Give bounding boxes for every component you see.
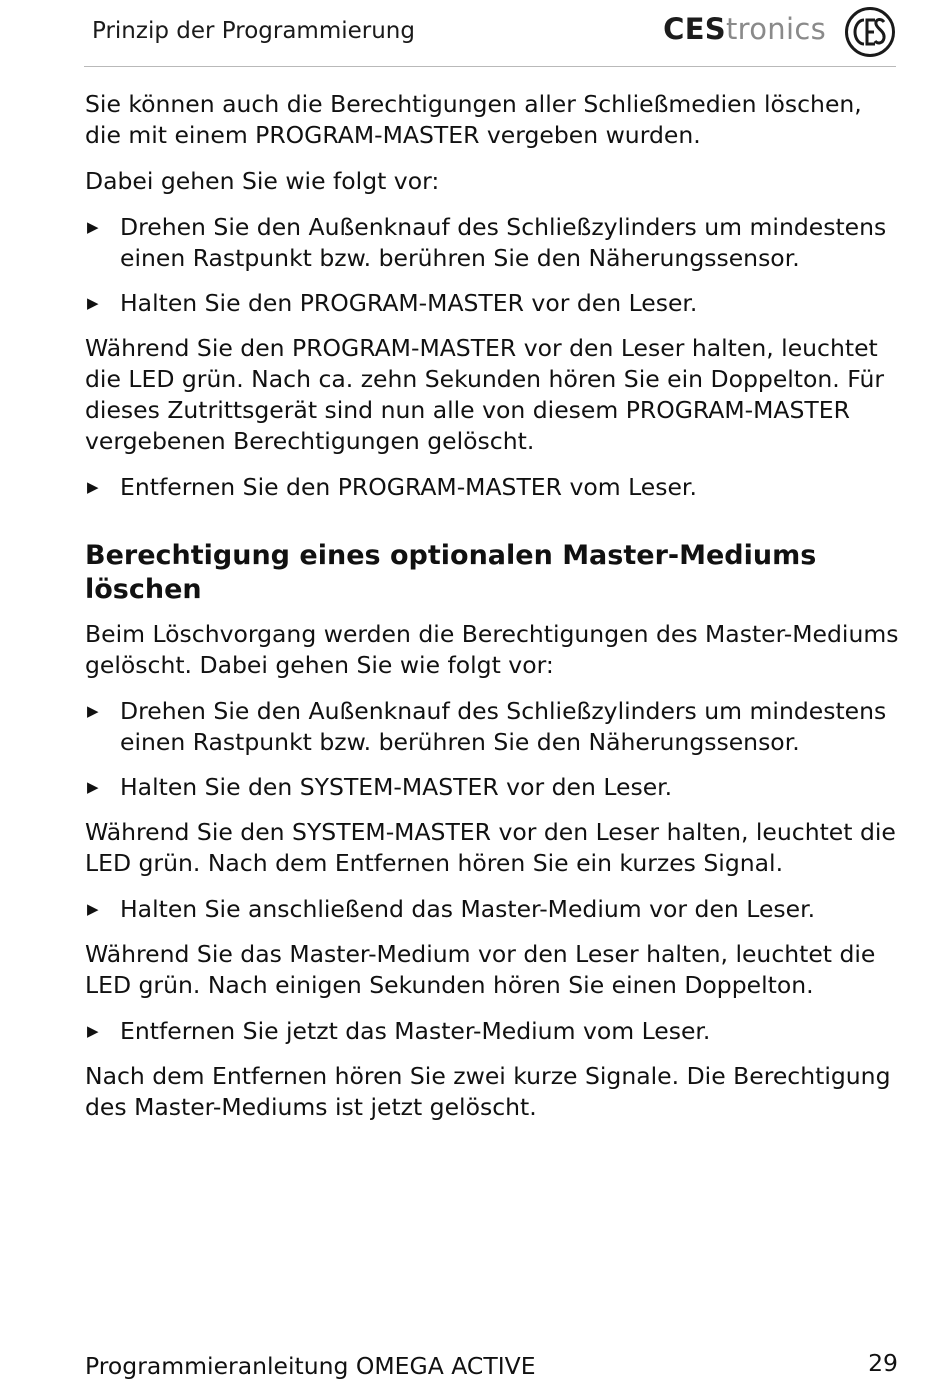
list-item xyxy=(85,696,900,758)
step-text: Drehen Sie den Außenknauf des Schließzylinders um mindestens einen Rastpunkt bzw. berühren Sie den Näherungssensor. xyxy=(120,213,887,272)
bullet-arrow-icon: ▶ xyxy=(87,778,99,796)
result-paragraph: Während Sie das Master-Medium vor den Leser halten, leuchtet die LED grün. Nach einigen Sekunden hören Sie einen Doppelton. xyxy=(85,940,876,999)
bullet-arrow-icon: ▶ xyxy=(87,702,99,720)
result-paragraph: Nach dem Entfernen hören Sie zwei kurze Signale. Die Berechtigung des Master-Mediums ist jetzt gelöscht. xyxy=(85,1062,891,1121)
bullet-arrow-icon: ▶ xyxy=(87,218,99,236)
step-text: Halten Sie anschließend das Master-Medium vor den Leser. xyxy=(120,895,816,923)
intro-paragraph: Sie können auch die Berechtigungen aller Schließmedien löschen, die mit einem PROGRAM-MASTER vergeben wurden. xyxy=(85,90,862,149)
ces-logo-icon xyxy=(844,6,896,58)
step-text: Entfernen Sie jetzt das Master-Medium vom Leser. xyxy=(120,1017,711,1045)
section-title: Prinzip der Programmierung xyxy=(92,18,415,44)
list-item xyxy=(85,772,900,803)
page-header xyxy=(84,0,896,67)
footer-document-title: Programmieranleitung OMEGA ACTIVE xyxy=(85,1352,536,1380)
step-text: Entfernen Sie den PROGRAM-MASTER vom Leser. xyxy=(120,473,697,501)
main-content xyxy=(85,89,900,1138)
step-text: Halten Sie den SYSTEM-MASTER vor den Leser. xyxy=(120,773,673,801)
list-item xyxy=(85,472,900,503)
list-item xyxy=(85,894,900,925)
section-intro-paragraph: Beim Löschvorgang werden die Berechtigungen des Master-Mediums gelöscht. Dabei gehen Sie wie folgt vor: xyxy=(85,620,899,679)
brand-wordmark: CEStronics xyxy=(663,12,826,46)
list-item xyxy=(85,1016,900,1047)
step-text: Drehen Sie den Außenknauf des Schließzylinders um mindestens einen Rastpunkt bzw. berühren Sie den Näherungssensor. xyxy=(120,697,887,756)
bullet-arrow-icon: ▶ xyxy=(87,478,99,496)
bullet-arrow-icon: ▶ xyxy=(87,900,99,918)
bullet-arrow-icon: ▶ xyxy=(87,1022,99,1040)
result-paragraph: Während Sie den PROGRAM-MASTER vor den Leser halten, leuchtet die LED grün. Nach ca. zehn Sekunden hören Sie ein Doppelton. Für dieses Zutrittsgerät sind nun alle von diesem PROGRAM-MASTER vergebenen Berechtigungen gelöscht. xyxy=(85,334,885,455)
step-text: Halten Sie den PROGRAM-MASTER vor den Leser. xyxy=(120,289,698,317)
page-number: 29 xyxy=(868,1349,898,1377)
result-paragraph: Während Sie den SYSTEM-MASTER vor den Leser halten, leuchtet die LED grün. Nach dem Entfernen hören Sie ein kurzes Signal. xyxy=(85,818,896,877)
section-heading: Berechtigung eines optionalen Master-Mediums löschen xyxy=(85,540,817,605)
intro-instruction: Dabei gehen Sie wie folgt vor: xyxy=(85,167,440,195)
bullet-arrow-icon: ▶ xyxy=(87,294,99,312)
list-item xyxy=(85,212,900,274)
list-item xyxy=(85,288,900,319)
